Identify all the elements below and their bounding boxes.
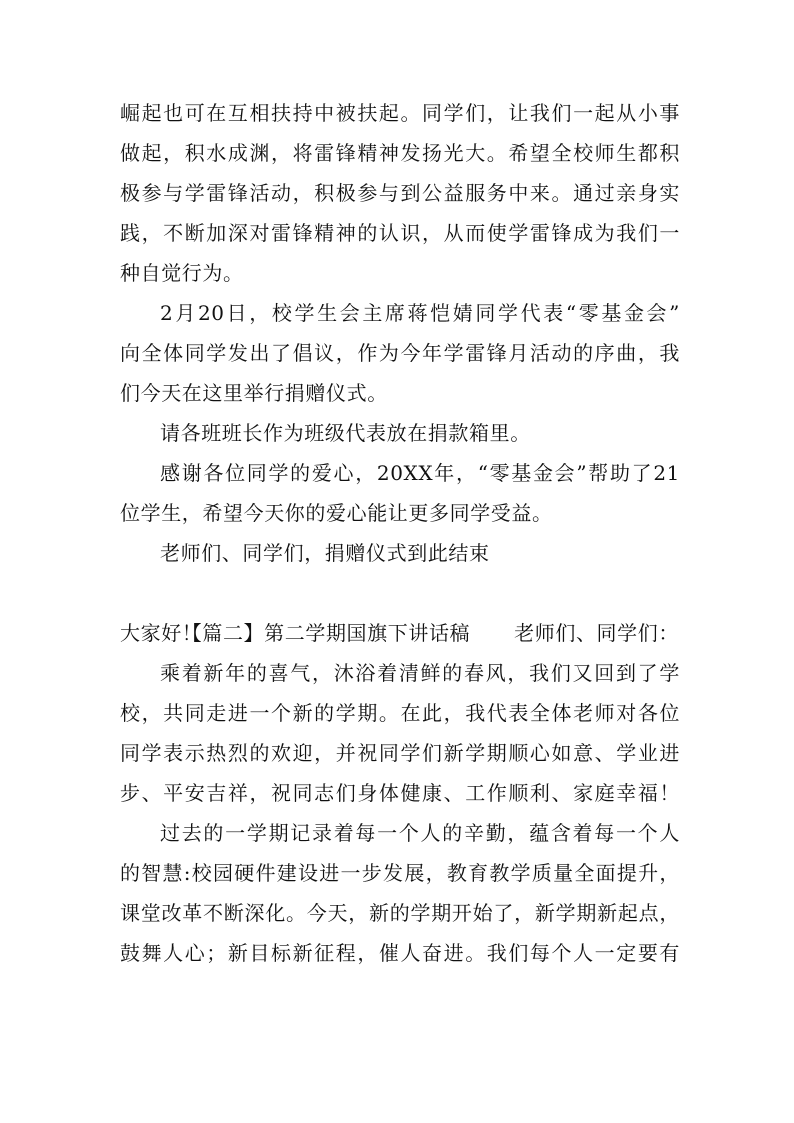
- paragraph-first-line: 乘着新年的喜气，沐浴着清鲜的春风，我们又回到了学: [160, 661, 680, 685]
- text-line: 种自觉行为。: [120, 261, 244, 285]
- text-line: 做起，积水成渊，将雷锋精神发扬光大。希望全校师生都积: [120, 141, 680, 165]
- text-line: 位学生，希望今天你的爱心能让更多同学受益。: [120, 501, 553, 525]
- text-line: 校，共同走进一个新的学期。在此，我代表全体老师对各位: [120, 701, 680, 725]
- paragraph-first-line: 感谢各位同学的爱心，20XX年，“零基金会”帮助了21: [160, 461, 680, 485]
- text-line: 极参与学雷锋活动，积极参与到公益服务中来。通过亲身实: [120, 181, 680, 205]
- section-salutation: 老师们、同学们：: [514, 621, 679, 645]
- text-line: 步、平安吉祥，祝同志们身体健康、工作顺利、家庭幸福！: [120, 781, 680, 805]
- text-line: 课堂改革不断深化。今天，新的学期开始了，新学期新起点，: [120, 901, 680, 925]
- text-line: 们今天在这里举行捐赠仪式。: [120, 381, 388, 405]
- paragraph-first-line: 2月20日，校学生会主席蒋恺婧同学代表“零基金会”: [160, 301, 680, 325]
- document-body: [120, 93, 680, 973]
- text-line: 践，不断加深对雷锋精神的认识，从而使学雷锋成为我们一: [120, 221, 680, 245]
- text-line: 鼓舞人心；新目标新征程，催人奋进。我们每个人一定要有: [120, 941, 680, 965]
- text-line: 向全体同学发出了倡议，作为今年学雷锋月活动的序曲，我: [120, 341, 680, 365]
- text-line: 大家好！: [120, 621, 203, 645]
- section-title: 【篇二】第二学期国旗下讲话稿: [181, 621, 471, 645]
- paragraph-first-line: 请各班班长作为班级代表放在捐款箱里。: [160, 421, 531, 445]
- text-line: 崛起也可在互相扶持中被扶起。同学们，让我们一起从小事: [120, 101, 680, 125]
- paragraph-first-line: 老师们、同学们，捐赠仪式到此结束: [160, 541, 490, 565]
- text-line: 的智慧:校园硬件建设进一步发展，教育教学质量全面提升，: [120, 861, 680, 885]
- paragraph-first-line: 过去的一学期记录着每一个人的辛勤，蕴含着每一个人: [160, 821, 680, 845]
- text-line: 同学表示热烈的欢迎，并祝同学们新学期顺心如意、学业进: [120, 741, 680, 765]
